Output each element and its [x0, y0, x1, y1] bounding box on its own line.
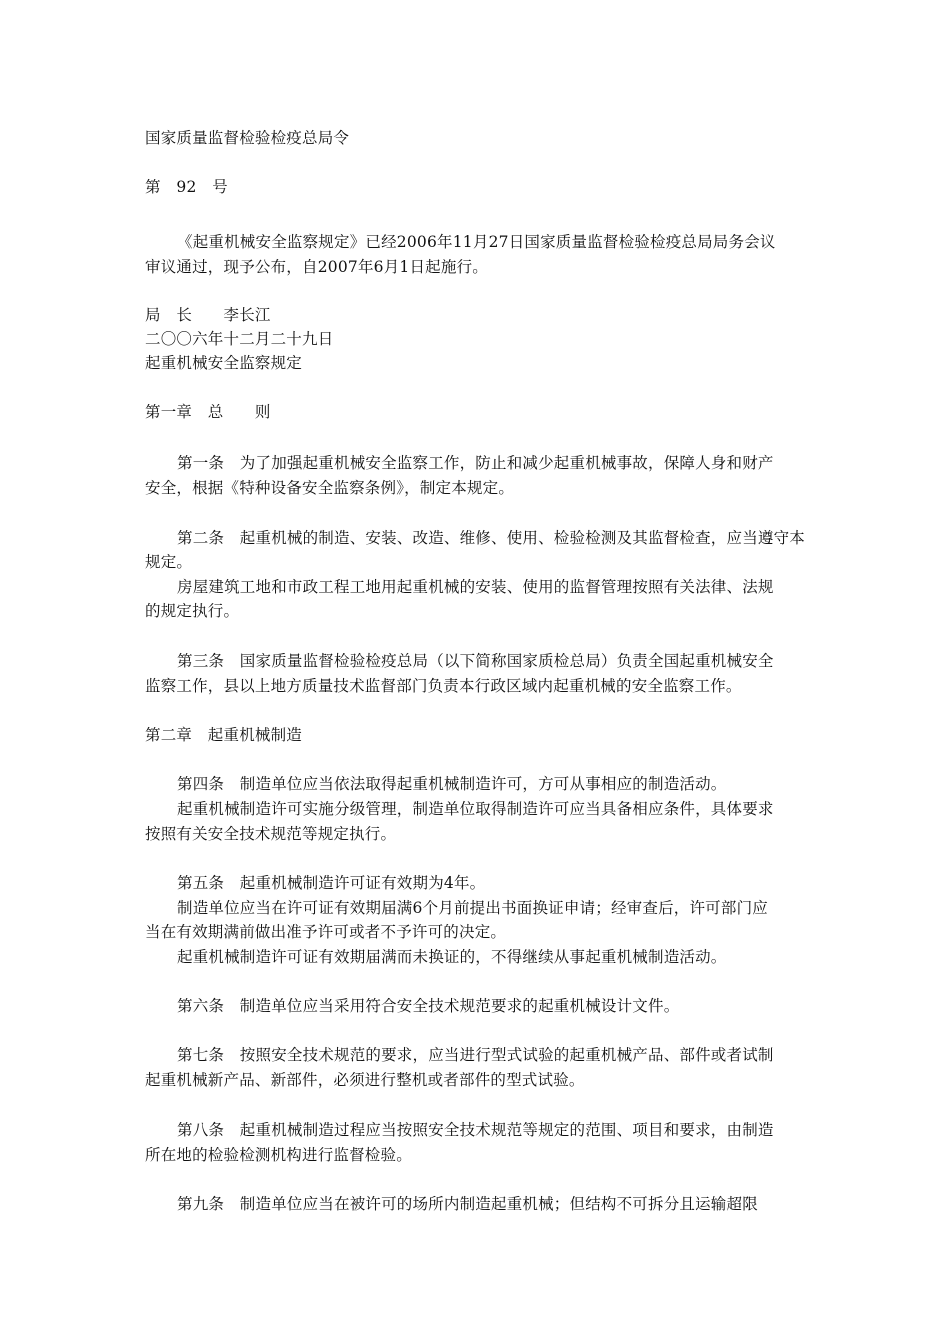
- article-2-line-3: 房屋建筑工地和市政工程工地用起重机械的安装、使用的监督管理按照有关法律、法规: [177, 578, 774, 596]
- article-4-line-1: 第四条 制造单位应当依法取得起重机械制造许可，方可从事相应的制造活动。: [177, 775, 727, 793]
- article-4-line-2: 起重机械制造许可实施分级管理，制造单位取得制造许可应当具备相应条件，具体要求: [177, 800, 774, 818]
- article-7-line-1: 第七条 按照安全技术规范的要求，应当进行型式试验的起重机械产品、部件或者试制: [177, 1046, 774, 1064]
- article-4-line-3: 按照有关安全技术规范等规定执行。: [145, 825, 397, 843]
- article-8-line-2: 所在地的检验检测机构进行监督检验。: [145, 1146, 412, 1164]
- article-5-line-2: 制造单位应当在许可证有效期届满6个月前提出书面换证申请；经审查后，许可部门应: [177, 899, 768, 917]
- chapter-1-heading: 第一章 总 则: [145, 403, 271, 421]
- article-2-line-1: 第二条 起重机械的制造、安装、改造、维修、使用、检验检测及其监督检查，应当遵守本: [177, 529, 806, 547]
- article-1-line-1: 第一条 为了加强起重机械安全监察工作，防止和减少起重机械事故，保障人身和财产: [177, 454, 774, 472]
- article-7-line-2: 起重机械新产品、新部件，必须进行整机或者部件的型式试验。: [145, 1071, 585, 1089]
- article-6-line-1: 第六条 制造单位应当采用符合安全技术规范要求的起重机械设计文件。: [177, 997, 680, 1015]
- article-5-line-1: 第五条 起重机械制造许可证有效期为4年。: [177, 874, 486, 892]
- signatory: 局 长 李长江: [145, 306, 271, 324]
- article-2-line-2: 规定。: [145, 553, 193, 571]
- article-3-line-2: 监察工作，县以上地方质量技术监督部门负责本行政区域内起重机械的安全监察工作。: [145, 677, 742, 695]
- promulgation-line-2: 审议通过，现予公布，自2007年6月1日起施行。: [145, 258, 488, 276]
- article-2-line-4: 的规定执行。: [145, 602, 240, 620]
- article-3-line-1: 第三条 国家质量监督检验检疫总局（以下简称国家质检总局）负责全国起重机械安全: [177, 652, 774, 670]
- article-1-line-2: 安全，根据《特种设备安全监察条例》，制定本规定。: [145, 479, 515, 497]
- decree-header-title: 国家质量监督检验检疫总局令: [145, 129, 350, 147]
- chapter-2-heading: 第二章 起重机械制造: [145, 726, 303, 744]
- article-5-line-3: 当在有效期满前做出准予许可或者不予许可的决定。: [145, 923, 507, 941]
- decree-date: 二〇〇六年十二月二十九日: [145, 330, 334, 348]
- article-5-line-4: 起重机械制造许可证有效期届满而未换证的，不得继续从事起重机械制造活动。: [177, 948, 727, 966]
- promulgation-line-1: 《起重机械安全监察规定》已经2006年11月27日国家质量监督检验检疫总局局务会议: [177, 233, 776, 251]
- article-8-line-1: 第八条 起重机械制造过程应当按照安全技术规范等规定的范围、项目和要求，由制造: [177, 1121, 774, 1139]
- article-9-line-1: 第九条 制造单位应当在被许可的场所内制造起重机械；但结构不可拆分且运输超限: [177, 1195, 758, 1213]
- regulation-title: 起重机械安全监察规定: [145, 354, 303, 372]
- decree-number: 第 92 号: [145, 178, 228, 196]
